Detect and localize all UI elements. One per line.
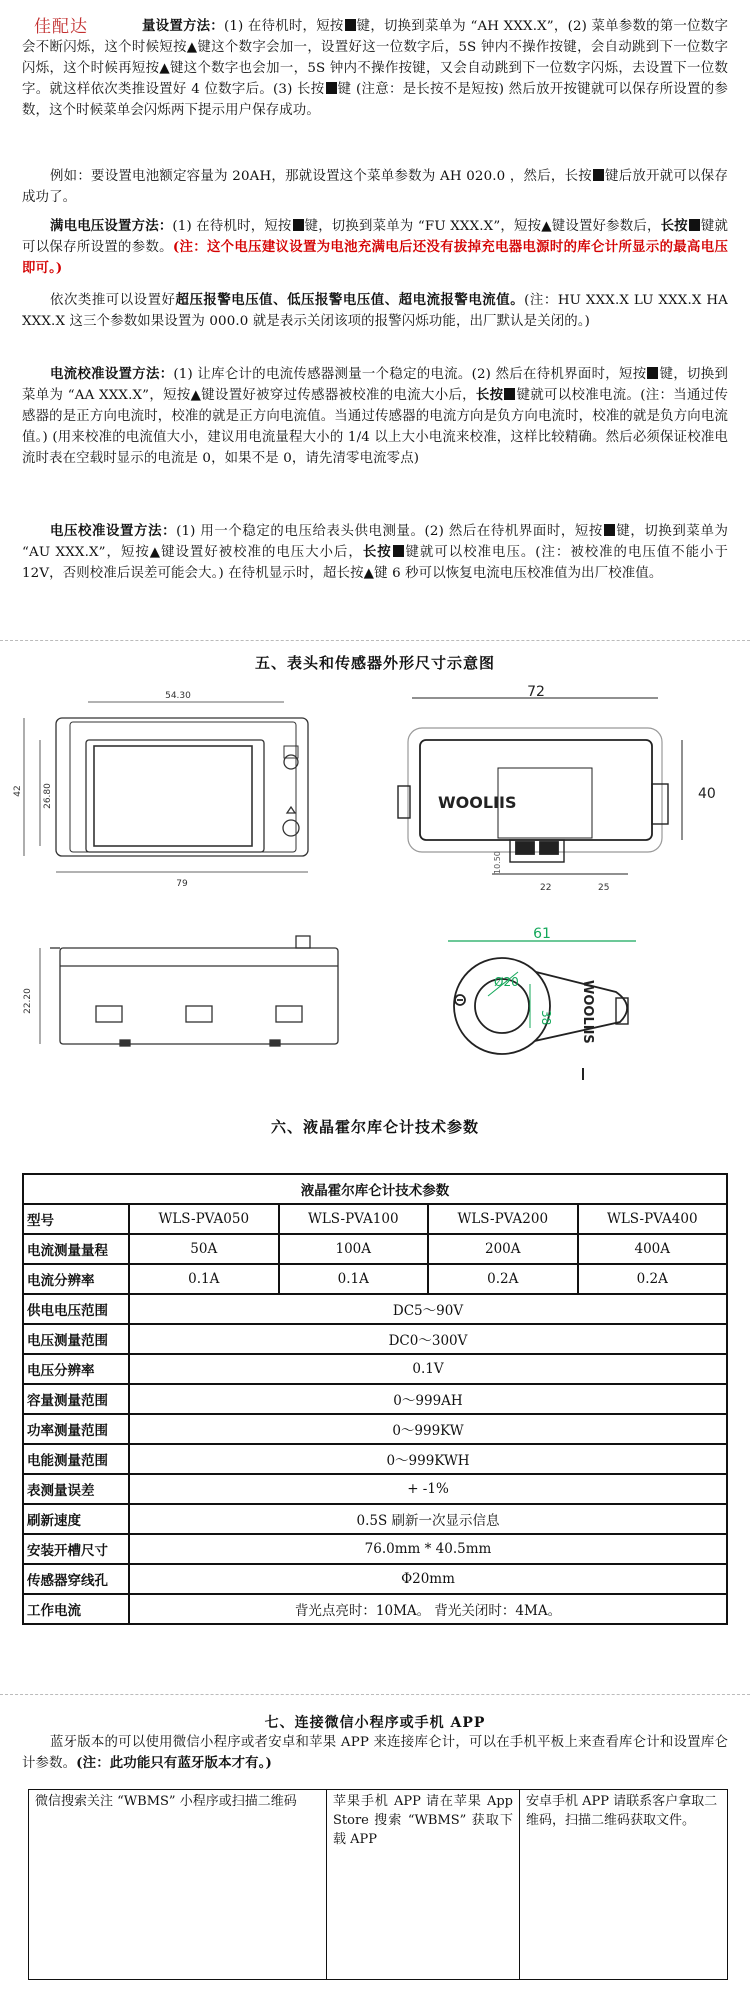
section-spec-title: 六、液晶霍尔库仑计技术参数 xyxy=(270,1118,479,1136)
table-row xyxy=(23,1354,727,1384)
full-voltage-heading: 满电电压设置方法： xyxy=(50,218,173,234)
button-square-icon xyxy=(293,219,304,231)
spec-value: 0.1V xyxy=(129,1354,727,1384)
section-dimensions-title: 五、表头和传感器外形尺寸示意图 xyxy=(254,654,495,672)
dim-79: 79 xyxy=(176,879,188,889)
table-row xyxy=(23,1564,727,1594)
spec-value: Φ20mm xyxy=(129,1564,727,1594)
full-voltage-note: (注：这个电压建议设置为电池充满电后还没有拔掉充电器电源时的库仑计所显示的最高电压即可。) xyxy=(22,239,728,276)
sensor-brand-text: WOOLIIS xyxy=(580,980,595,1044)
app-table xyxy=(28,1789,728,1980)
spec-label: 表测量误差 xyxy=(23,1474,129,1504)
spec-value: 0～999KWH xyxy=(129,1444,727,1474)
dim-phi-20: Ø20 xyxy=(494,975,519,989)
table-row xyxy=(23,1534,727,1564)
button-square-icon xyxy=(647,367,658,379)
spec-table-title: 液晶霍尔库仑计技术参数 xyxy=(23,1174,727,1204)
spec-value: 0～999AH xyxy=(129,1384,727,1414)
current-range-label: 电流测量量程 xyxy=(23,1234,129,1264)
app-intro-paragraph: 蓝牙版本的可以使用微信小程序或者安卓和苹果 APP 来连接库仑计，可以在手机平板上来查看库仑计和设置库仑计参数。(注：此功能只有蓝牙版本才有。) xyxy=(22,1735,728,1771)
table-row xyxy=(23,1204,727,1234)
dim-61: 61 xyxy=(533,926,551,942)
android-cell: 安卓手机 APP 请联系客户拿取二维码，扫描二维码获取文件。 xyxy=(520,1790,728,1980)
wechat-cell: 微信搜索关注 “WBMS” 小程序或扫描二维码 xyxy=(29,1790,327,1980)
resolution-cell: 0.1A xyxy=(279,1264,429,1294)
page-divider xyxy=(0,640,750,641)
spec-label: 容量测量范围 xyxy=(23,1384,129,1414)
table-row xyxy=(23,1234,727,1264)
example-paragraph: 例如：要设置电池额定容量为 20AH，那就设置这个菜单参数为 AH 020.0 ，然后，长按 键后放开就可以保存成功了。 xyxy=(22,169,728,205)
spec-value: 背光点亮时：10MA。 背光关闭时：4MA。 xyxy=(129,1594,727,1624)
spec-label: 工作电流 xyxy=(23,1594,129,1624)
table-row xyxy=(23,1594,727,1624)
model-cell: WLS-PVA200 xyxy=(428,1204,578,1234)
current-calibration-paragraph: 电流校准设置方法：(1) 让库仑计的电流传感器测量一个稳定的电流。(2) 然后在待机界面时，短按 键，切换到菜单为 “AA XXX.X”，短按▲键设置好被穿过传感器被校准的电流大小后，长按 键就可以校准电流。(注：当通过传感器的是正方向电流时，校准的就是正方向电流值。当通过传感器的电流方向是负方向电流时，校准的就是负方向电流值。) (用来校准的电流值大小，建议用电流量程大小的 1/4 以上大小电流来校准，这样比较精确。然后必须保证校准电流时表在空载时显示的电流是 0，如果不是 0，请先清零电流零点) xyxy=(22,366,729,466)
dim-10-50: 10.50 xyxy=(493,851,502,874)
meter-side-view xyxy=(40,936,338,1046)
spec-value: 76.0mm * 40.5mm xyxy=(129,1534,727,1564)
dim-22-20: 22.20 xyxy=(23,988,33,1014)
button-square-icon xyxy=(326,82,337,94)
spec-table xyxy=(22,1173,728,1625)
button-square-icon xyxy=(604,524,615,536)
dim-54-30: 54.30 xyxy=(165,691,191,701)
voltage-calibration-paragraph: 电压校准设置方法：(1) 用一个稳定的电压给表头供电测量。(2) 然后在待机界面时，短按 键，切换到菜单为 “AU XXX.X”，短按▲键设置好被校准的电压大小后，长按 键就可以校准电压。(注：被校准的电压值不能小于 12V，否则校准后误差可能会大。) 在待机显示时，超长按▲键 6 秒可以恢复电流电压校准值为出厂校准值。 xyxy=(22,523,728,581)
table-row xyxy=(23,1264,727,1294)
range-cell: 400A xyxy=(578,1234,728,1264)
dim-25: 25 xyxy=(598,883,610,893)
section-app-title: 七、连接微信小程序或手机 APP xyxy=(264,1715,486,1731)
model-label: 型号 xyxy=(23,1204,129,1234)
model-cell: WLS-PVA050 xyxy=(129,1204,279,1234)
spec-value: + -1% xyxy=(129,1474,727,1504)
dim-42: 42 xyxy=(13,785,23,797)
meter-front-view xyxy=(24,702,308,872)
spec-label: 传感器穿线孔 xyxy=(23,1564,129,1594)
spec-label: 供电电压范围 xyxy=(23,1294,129,1324)
resolution-cell: 0.2A xyxy=(578,1264,728,1294)
spec-value: 0～999KW xyxy=(129,1414,727,1444)
table-row xyxy=(23,1384,727,1414)
current-calibration-heading: 电流校准设置方法： xyxy=(50,366,174,382)
current-resolution-label: 电流分辨率 xyxy=(23,1264,129,1294)
spec-value: 0.5S 刷新一次显示信息 xyxy=(129,1504,727,1534)
dim-38: 38 xyxy=(539,1010,553,1026)
table-row xyxy=(23,1504,727,1534)
range-cell: 200A xyxy=(428,1234,578,1264)
button-square-icon xyxy=(504,388,515,400)
alarm-values: 超压报警电压值、低压报警电压值、超电流报警电流值。 xyxy=(175,292,525,308)
table-row xyxy=(23,1294,727,1324)
dim-22: 22 xyxy=(540,883,552,893)
spec-value: DC5～90V xyxy=(129,1294,727,1324)
capacity-setting-heading: 量设置方法： xyxy=(142,18,224,34)
table-row xyxy=(29,1790,728,1980)
dimension-diagram xyxy=(0,676,750,1096)
range-cell: 100A xyxy=(279,1234,429,1264)
bluetooth-note: (注：此功能只有蓝牙版本才有。) xyxy=(76,1755,273,1771)
alarm-paragraph: 依次类推可以设置好超压报警电压值、低压报警电压值、超电流报警电流值。(注：HU XXX.X LU XXX.X HA XXX.X 这三个参数如果设置为 000.0 就是表示关闭该项的报警闪烁功能，出厂默认是关闭的。) xyxy=(22,292,729,329)
button-square-icon xyxy=(345,19,356,31)
range-cell: 50A xyxy=(129,1234,279,1264)
table-row xyxy=(23,1414,727,1444)
model-cell: WLS-PVA400 xyxy=(578,1204,728,1234)
resolution-cell: 0.2A xyxy=(428,1264,578,1294)
table-row xyxy=(23,1174,727,1204)
dim-72: 72 xyxy=(527,684,545,700)
spec-label: 电能测量范围 xyxy=(23,1444,129,1474)
spec-label: 功率测量范围 xyxy=(23,1414,129,1444)
dim-26-80: 26.80 xyxy=(43,783,53,809)
meter-rear-view xyxy=(398,698,682,874)
brand-logo: 佳配达 xyxy=(34,17,88,37)
ios-cell: 苹果手机 APP 请在苹果 App Store 搜索 “WBMS” 获取下载 APP xyxy=(327,1790,520,1980)
spec-value: DC0～300V xyxy=(129,1324,727,1354)
page-divider xyxy=(0,1694,750,1695)
full-voltage-paragraph: 满电电压设置方法：(1) 在待机时，短按 键，切换到菜单为 “FU XXX.X”，短按▲键设置好参数后，长按 键就可以保存所设置的参数。(注：这个电压建议设置为电池充满电后还没有拔掉充电器电源时的库仑计所显示的最高电压即可。) xyxy=(22,218,728,276)
spec-label: 刷新速度 xyxy=(23,1504,129,1534)
spec-label: 安装开槽尺寸 xyxy=(23,1534,129,1564)
spec-label: 电压测量范围 xyxy=(23,1324,129,1354)
rear-brand-text: WOOLIIS xyxy=(438,793,517,812)
table-row xyxy=(23,1324,727,1354)
dim-40: 40 xyxy=(698,786,716,802)
voltage-calibration-heading: 电压校准设置方法： xyxy=(50,523,177,539)
spec-label: 电压分辨率 xyxy=(23,1354,129,1384)
table-row xyxy=(23,1474,727,1504)
table-row xyxy=(23,1444,727,1474)
capacity-setting-paragraph: 量设置方法：(1) 在待机时，短按 键，切换到菜单为 “AH XXX.X”，(2) 菜单参数的第一位数字会不断闪烁，这个时候短按▲键这个数字会加一，设置好这一位数字后，5S 钟内不操作按键，会自动跳到下一位数字闪烁，这个时候再短按▲键这个数字也会加一，5S 钟内不操作按键，又会自动跳到下一位数字闪烁，去设置下一位数字。就这样依次类推设置好 4 位数字后。(3) 长按 键 (注意：是长按不是短按) 然后放开按键就可以保存所设置的参数，这个时候菜单会闪烁两下提示用户保存成功。 xyxy=(22,18,729,118)
button-square-icon xyxy=(393,545,404,557)
model-cell: WLS-PVA100 xyxy=(279,1204,429,1234)
resolution-cell: 0.1A xyxy=(129,1264,279,1294)
button-square-icon xyxy=(689,219,700,231)
button-square-icon xyxy=(593,169,604,181)
